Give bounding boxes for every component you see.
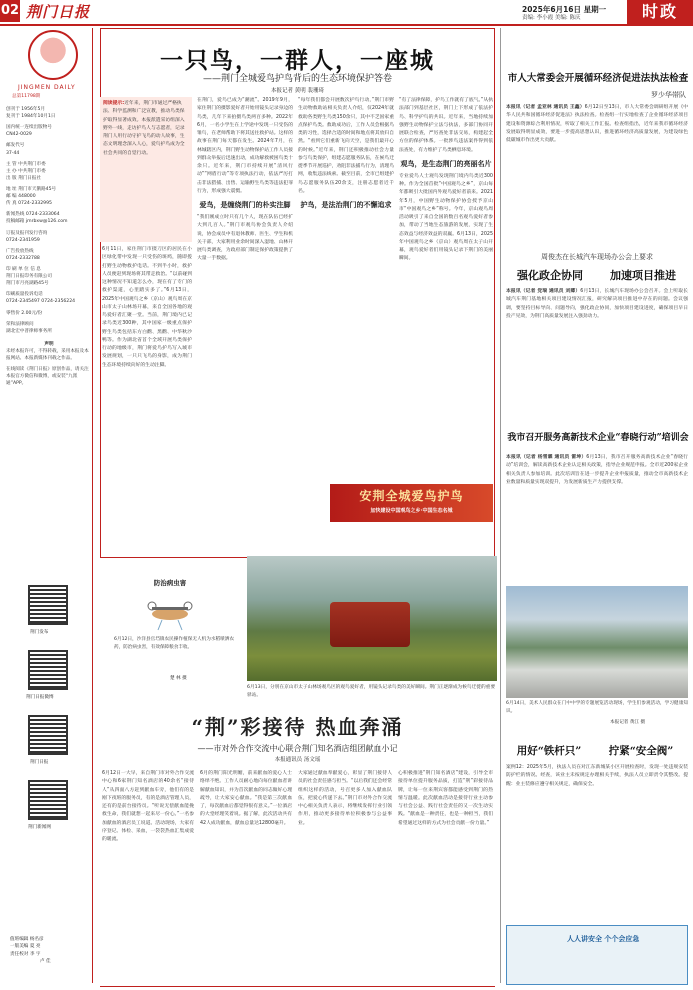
qr-label: 荆门发布 (30, 630, 49, 635)
lead-col3-text: “每年我们都会开展数次护鸟行动，”荆门市野生动物救助站相关负责人介绍，仅2024年就救助各类野生鸟类150余只，其中不乏国家重点保护鸟类。救助成功后，工作人员会根据鸟类的习性，选择合适的时间和地点将其放归自然。“看到它们重新飞向天空，是我们最开心的时候。”近年来，荆门还积极推动社会力量参与鸟类保护，组建志愿服务队伍，在候鸟迁徙季节开展巡护，劝阻非法捕鸟行为，清理鸟网，收集违法线索。截至目前，全市已组建护鸟志愿服务队伍20余支，注册志愿者近千名。 (298, 98, 394, 194)
right-column-divider (500, 28, 501, 983)
lead-col2-subhead: 爱鸟，是缠绕荆门的朴实注脚 (199, 201, 291, 209)
sidebar-line: 荣和法律顾问 (6, 321, 34, 327)
lead-subtitle: ——荆门全城爱鸟护鸟背后的生态环境保护答卷 (202, 74, 392, 84)
feature-column-2: 6月的荆门阳光明媚，前来献血的爱心人士络绎不绝。工作人员耐心地向每位献血者讲解献血知识，并为首次献血的同志做好心理疏导，让大家安心献血。“我是第三次献血了，每次献血后都觉得很有意义。”一位酒店的大堂经理笑着说。据了解，此次活动共有42人成功献血，献血总量达12800毫升。 (200, 771, 292, 826)
feature-column-4: 心积极推进“荆门知名酒店”建设，引导全市接待单位提升服务品质，打造“荆”彩接待品牌，让每一位来荆宾客都能感受到荆门的热情与温暖。此次献血活动是接待行业主动参与社会公益、践行社会责任的又一次生动实践。“献血是一种责任，也是一种担当，我们希望通过这样的方式为社会贡献一份力量。” (398, 771, 493, 826)
qr-code[interactable] (28, 650, 68, 690)
sidebar-line: 0724-2341959 (6, 237, 40, 243)
sidebar-line: 印 刷 单 位 信 息 (6, 266, 41, 272)
feature-column-1: 6月12日一大早，来自荆门市对外合作交流中心和6家荆门知名酒店的40余名“接待人”从四面八方赶到献血车旁，他们有的是刚下夜班的服务员，有的是酒店管理人员，还有的是前台接待员。“听说无偿献血能挽救生命，我们就想一起来尽一份心。”一名参加献血的酒店员工说道。活动现场，大家有序登记、体检、采血，一袋袋热血汇集成爱的暖流。 (102, 771, 194, 842)
right-story3-headline: 我市召开服务高新技术企业“春晓行动”培训会 (507, 433, 689, 443)
sidebar-line: 地 址 荆门市天鹅路45号 (6, 186, 57, 192)
sidebar-line: 湖北宏中普律师事务所 (6, 328, 52, 334)
issue-date: 2025年6月16日 星期一 (522, 5, 607, 14)
right-story3-text: 6月13日，我市召开服务高新技术企业“春晓行动”培训会，解读高新技术企业认定相关政策，指导企业规范申报。全市近200家企业相关负责人参加培训。此次培训旨在进一步提升企业申报质量，推动全市高新技术企业数量和质量实现双提升，为发展新质生产力提供支撑。 (506, 455, 688, 485)
sidebar-line: 订报及报刊发行咨询 (6, 230, 48, 236)
sidebar-line: 主 办 中共荆门市委 (6, 168, 46, 174)
lead-column-2 (197, 97, 293, 552)
sidebar-line: 荆门日报印务有限公司 (6, 274, 52, 280)
tractor-shape (330, 602, 410, 647)
sidebar-line: 主 管 中共荆门市委 (6, 161, 46, 167)
statement-title: 声明 (44, 341, 54, 347)
sidebar-line: 荆门市月亮湖路45号 (6, 281, 49, 287)
page-number: 02 (0, 0, 20, 22)
qr-label: 荆门新闻网 (28, 825, 51, 830)
lead-byline: 本报记者 黄明 裴珊琦 (271, 88, 324, 94)
illustration-image (140, 592, 200, 632)
qr-label: 荆门日报微博 (26, 695, 54, 700)
staff-list (10, 936, 51, 965)
banner-subtitle: 加快建设中国观鸟之乡·中国生态名城 (370, 508, 453, 515)
statement-text: 未经本报许可，不得转载，采用本报及本报网站、本报新媒体刊载之作品。 (6, 348, 89, 362)
right-story2-text: 6月13日，长城汽车现场办公会召开。会上听取长城汽车荆门基地相关项目建设情况汇报，研究解决项目推进中存在的问题。会议强调，要坚持目标导向、问题导向，强化政企协同，加快项目建设进度，确保项目早日投产见效，为荆门高质量发展注入强劲动力。 (506, 289, 688, 319)
right-story2-body (506, 288, 688, 418)
lead-col4-subhead: 观鸟，是生态荆门的亮丽名片 (400, 159, 492, 168)
right-story1-headline: 市人大常委会开展循环经济促进法执法检查 (507, 73, 689, 84)
right-story4-headline-a: 用好“铁杆只” (516, 745, 582, 757)
statement-text-2: 在线阅读《荆门日报》原创作品，请关注本报官方微信和微博，或安装“九派通”APP。 (6, 367, 89, 387)
qr-code[interactable] (28, 780, 68, 820)
sidebar-info (6, 106, 92, 486)
illustration-caption: 6月12日，沙洋县官垱镇农民操作植保无人机为水稻喷洒农药，防治病虫害，有效保障粮食丰收。 (114, 637, 234, 650)
sidebar-line: 创刊于 1956年5月 (6, 107, 46, 112)
event-photo (506, 586, 688, 698)
sidebar-line: 0724-2332788 (6, 255, 40, 261)
sidebar-line: 国内统一连续出版物号 (6, 125, 52, 131)
right-story1-byline: 本报讯（记者 孟亚林 通讯员 王鑫） (506, 105, 585, 110)
safety-ad-text: 人人讲安全 个个会应急 (567, 935, 640, 943)
lead-col2-text: 在荆门，爱鸟已成为“潮流”。2019年9月，家住荆门的摄影爱好者开始用镜头记录身边的鸟类，几年下来拍摄鸟类两百多种。2022年6月，一名小学生在上学途中发现一只受伤的雏鸟，在老师帮助下将其送往救护站。这样的故事在荆门每天都在发生。2024年7月，在林城辖区内，荆门野生动物保护站工作人员接到群众举报后迅速出动，成功解救被困鸟类十余只。近年来，荆门市持续开展“清风行动”“网盾行动”等专项执法行动，依法严厉打击非法猎捕、出售、运输野生鸟类等违法犯罪行为，形成强大震慑。 (197, 98, 293, 194)
paper-english-name: JINGMEN DAILY (18, 84, 76, 91)
right-story2-kicker: 周俊杰在长城汽车现场办公会上要求 (541, 253, 653, 261)
sidebar-line: 传 真 0724-2332995 (6, 201, 52, 207)
sidebar-line: 邮 编 448000 (6, 194, 36, 200)
right-story2-byline: 本报讯（记者 党瑞 通讯员 刘卿） (506, 289, 581, 294)
safety-ad (506, 925, 688, 985)
sidebar-line: 广告投放热线 (6, 248, 34, 254)
photo-caption: 6月13日，分别在京山市太子山林场观鸟区的观鸟爱好者，用镜头记录鸟类的美好瞬间。荆门正逐渐成为候鸟迁徙的重要驿站。 (247, 685, 496, 698)
issue-number: 总第11798期 (12, 94, 41, 99)
feature-subtitle: ——市对外合作交流中心联合荆门知名酒店组团献血小记 (197, 744, 398, 753)
feature-headline: “荆”彩接待 热血奔涌 (191, 715, 404, 739)
sidebar-line: CN42-0029 (6, 132, 32, 138)
illustration-title: 防治病虫害 (153, 579, 187, 587)
lead-column-4 (399, 97, 493, 480)
staff-line: 值班编辑 杨名彦 (10, 937, 44, 942)
sidebar-line: 投稿邮箱 jmrbxw@126.com (6, 219, 68, 225)
lead-col4-text-b: 专业爱鸟人士观鸟发现荆门境内鸟类近300种。作为全国首批“中国观鸟之乡”，京山每年都吸引大批国内外观鸟爱好者前来。2021年5月，中国野生动物保护协会授予京山市“中国观鸟之乡”称号。今年，京山观鸟周活动吸引了来自全国的数百名观鸟爱好者参加，带动了当地生态旅游的发展，实现了生态效益与经济效益的双赢。6月13日，2025年中国观鸟之乡（京山）观鸟周在太子山开幕，观鸟爱好者们用镜头记录下荆门的美丽瞬间。 (399, 173, 493, 262)
lead-col4-text: “有了法律保障，护鸟工作就有了底气。”从执法部门到基层社区，荆门上下形成了依法护鸟、科学护鸟的共识。近年来，当地持续加强野生动物保护立法与执法，多部门协同开展联合检查，严厉查处非法交易，构建起全方位的保护体系。一批涉鸟违法案件得到依法查处，有力维护了鸟类栖息环境。 (399, 98, 493, 153)
event-photo-credit: 本报记者 黄江 摄 (610, 720, 646, 725)
right-story1-subhead: 罗少华帯队 (651, 91, 686, 99)
masthead: 荆门日报 (26, 3, 91, 21)
right-story4-body: 案例12：2025年5月，执法人员在对江东新城某小区开展检查时，发现一处违规安装防护栏的情况。经查，该业主未按规定办理相关手续，执法人员立即责令其整改。提醒：业主装修应遵守相关规定，确保安全。 (506, 765, 688, 787)
sidebar-line: 零售价 2.00元/份 (6, 310, 43, 316)
bottom-rule (100, 986, 495, 987)
feature-byline: 本报通讯员 汤文瑶 (274, 757, 321, 763)
sidebar-line: 出 版 荆门日报社 (6, 175, 42, 181)
event-photo-caption: 6月14日，美术人民群众在门中中学的专题展览活动现场，学生们参观活动，学习健康知识。 (506, 701, 688, 714)
right-story3-body (506, 454, 688, 582)
right-story1-text: 6月12日至13日，市人大常委会调研组开展《中华人民共和国循环经济促进法》执法检查。检查组一行实地检查了企业循环经济项目建设和资源综合利用情况，听取了相关工作汇报。检查组指出，近年来我市循环经济发展取得明显成效，要进一步提高思想认识，推进循环经济高质量发展，为建设绿色低碳城市作出更大贡献。 (506, 105, 688, 143)
sidebar-line: 印刷质量投诉电话 (6, 292, 43, 298)
drone-illustration (140, 592, 200, 632)
staff-line: 责任校对 李 宇 (10, 951, 41, 957)
sidebar-line: 邮发代号 (6, 143, 25, 149)
reading-tip-text: 近年来，荆门市通过严格执法、科学监测和广泛宣教，推动鸟类保护取得显著成效。本报派遣采访组深入野外一线，走访护鸟人与志愿者，记录荆门人用行动守护飞鸟的动人故事，生态文明理念深入人心，爱鸟护鸟成为全社会共同的自觉行动。 (103, 101, 185, 156)
sidebar-line: 0724-2345497 0724-2356224 (6, 299, 76, 305)
reading-tip-label: 阅读提示: (103, 101, 125, 106)
sidebar-divider (92, 28, 93, 983)
qr-code[interactable] (28, 715, 68, 755)
lead-column-1: 6月11日，家住荆门市掇刀区的居民在小区绿化带中发现一只受伤的斑鸠，随即拨打野生动物救护电话。不到半小时，救护人员便赶到现场将其带走救治。“以前碰到这种情况不知道怎么办，现在有了专门的救护渠道，心里踏实多了。”6月13日，2025年中国观鸟之乡（京山）观鸟周在京山市太子山林场开幕，来自全国各地的观鸟爱好者汇聚一堂。当前，荆门境内已记录鸟类近300种，其中国家一级重点保护野生鸟类包括东方白鹳、黑鹳、中华秋沙鸭等。作为湖北省首个全域开展鸟类保护行动的地级市，荆门将爱鸟护鸟写入城市发展规划，一只只飞鸟的身影，成为荆门生态环境持续向好的生动注脚。 (102, 247, 192, 368)
slogan-banner (330, 484, 493, 522)
sidebar-line: 新闻热线 0724-2333064 (6, 212, 60, 218)
paper-logo (28, 30, 78, 80)
right-story1-body (506, 104, 688, 246)
right-story2-headline-b: 加速项目推进 (610, 269, 676, 282)
qr-code[interactable] (28, 585, 68, 625)
right-story3-byline: 本报讯（记者 杨雪霖 通讯员 雷坤） (506, 455, 587, 460)
lead-headline: 一只鸟，一群人，一座城 (160, 47, 435, 74)
editors-line: 责编: 李小霞 美编: 陈庆 (522, 15, 581, 21)
section-label: 时政 (627, 0, 693, 24)
right-story4-headline-b: 拧紧“安全阀” (608, 745, 674, 757)
banner-title: 安荆全城爱鸟护鸟 (359, 489, 464, 503)
right-story2-headline-a: 强化政企协同 (517, 269, 583, 282)
staff-line: 卢 佳 (40, 959, 51, 965)
sidebar-line: 37-44 (6, 150, 20, 156)
illustration-credit: 楚 林 摄 (170, 676, 187, 681)
staff-line: 一版美编 夏 亮 (10, 944, 41, 950)
lead-col3-subhead: 护鸟，是法治荆门的不懈追求 (300, 201, 392, 209)
qr-label: 荆门日报 (30, 760, 49, 765)
sidebar-line: 复刊于 1984年10月1日 (6, 114, 56, 120)
header-rule (0, 24, 693, 26)
reading-tip-box (100, 97, 192, 242)
feature-column-3: 大家通过献血奉献爱心，彰显了荆门接待人员的社会责任感与担当。“以后我们还会经常组织这样的活动，号召更多人加入献血队伍，把爱心传递下去。”荆门市对外合作交流中心相关负责人表示，将继续发挥行业引领作用，推动更多接待单位积极参与公益事业。 (298, 771, 392, 826)
lead-col2-text-b: “我们刚成立时只有几个人，现在队伍已经扩大到几百人。”荆门市观鸟协会负责人介绍说，协会成员中有退休教师、医生、学生和机关干部，大家利用业余时间深入湿地、山林开展鸟类调查，为政府部门制定保护政策提供了大量一手数据。 (197, 215, 293, 262)
